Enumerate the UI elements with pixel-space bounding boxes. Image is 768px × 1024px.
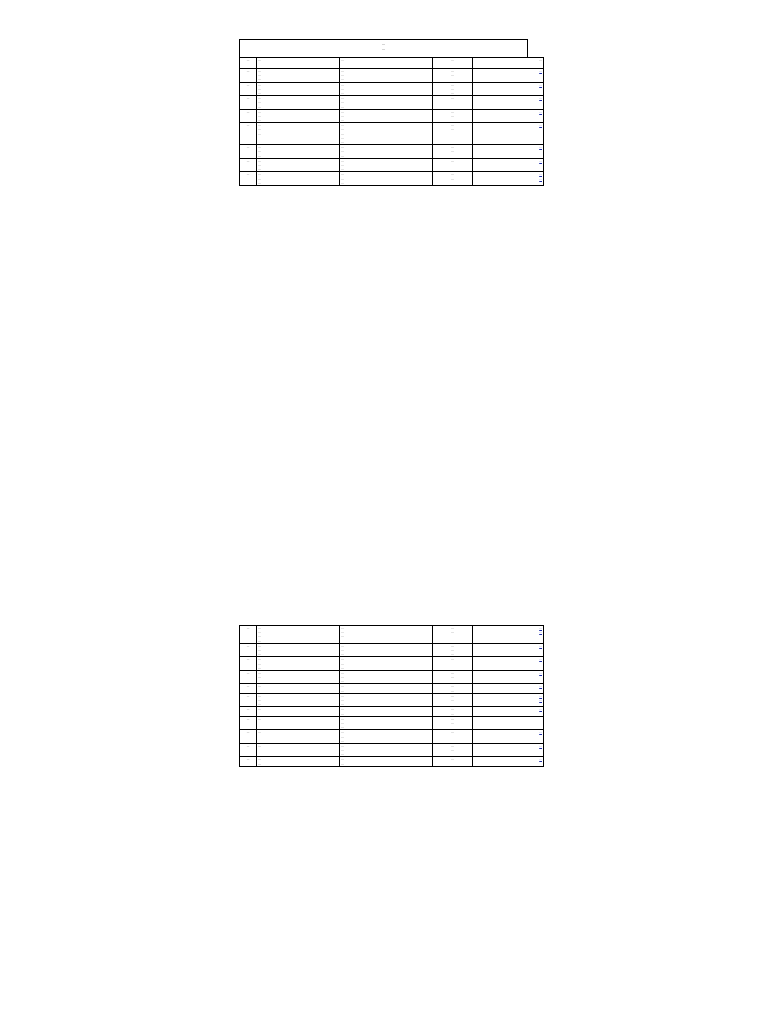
cell-name-line: … (258, 113, 261, 118)
cell-email (473, 69, 544, 83)
cell-address (340, 158, 433, 172)
cell-contact (433, 145, 473, 159)
cell-name-line: … (258, 149, 261, 154)
cell-contact-line: … (451, 149, 454, 154)
cell-email (473, 657, 544, 671)
cell-contact-line: … (451, 127, 454, 132)
cell-name-line: … (258, 757, 261, 762)
cell-name (257, 757, 340, 766)
cell-address-line: … (341, 167, 344, 172)
provider-table-part-2 (239, 625, 542, 767)
cell-address-line: … (341, 734, 344, 739)
cell-name-line: … (258, 707, 261, 712)
email-link[interactable]: … (539, 757, 542, 762)
cell-sr-no: … (240, 643, 257, 657)
cell-name-line: … (258, 652, 261, 657)
cell-address-line: … (341, 140, 344, 144)
table-row (240, 730, 544, 744)
cell-address-line: … (341, 82, 344, 87)
cell-contact-line: … (451, 172, 454, 177)
cell-name-line: … (258, 96, 261, 101)
email-link[interactable]: … (539, 698, 542, 702)
cell-name-line: … (258, 118, 261, 123)
cell-address (340, 643, 433, 657)
cell-address-line: … (341, 90, 344, 95)
cell-contact (433, 158, 473, 172)
cell-name-line: … (258, 127, 261, 132)
email-link[interactable]: … (539, 643, 542, 648)
cell-address-line: … (341, 725, 344, 730)
cell-contact-line: … (451, 630, 454, 635)
cell-contact-line: … (451, 73, 454, 78)
email-link[interactable]: … (539, 630, 542, 635)
cell-address (340, 123, 433, 145)
cell-name-line: … (258, 665, 261, 670)
cell-name-line: … (258, 123, 261, 128)
cell-address-line: … (341, 711, 344, 716)
cell-contact-line: … (451, 69, 454, 73)
cell-name-line: … (258, 104, 261, 109)
cell-address-line: … (341, 757, 344, 762)
cell-address (340, 707, 433, 716)
cell-sr-no: … (240, 109, 257, 123)
cell-address-line: … (341, 162, 344, 167)
cell-name-line: … (258, 167, 261, 172)
cell-name (257, 684, 340, 693)
cell-contact-line: … (451, 90, 454, 95)
cell-contact (433, 743, 473, 757)
cell-name (257, 657, 340, 671)
cell-email (473, 670, 544, 684)
cell-address-line: … (341, 661, 344, 666)
cell-address (340, 757, 433, 766)
cell-name (257, 96, 340, 110)
email-link[interactable]: … (539, 730, 542, 735)
email-link[interactable]: … (539, 145, 542, 150)
table-row (240, 657, 544, 671)
cell-email (473, 743, 544, 757)
cell-address-line: … (341, 96, 344, 101)
cell-name (257, 82, 340, 96)
cell-name-line: … (258, 100, 261, 105)
cell-sr-no: … (240, 657, 257, 671)
cell-sr-no: … (240, 757, 257, 766)
cell-contact-line: … (451, 647, 454, 652)
table-row (240, 707, 544, 716)
header-sr-no: … (240, 58, 257, 69)
cell-name-line: … (258, 716, 261, 721)
cell-address-line: … (341, 176, 344, 181)
cell-address-line: … (341, 698, 344, 702)
cell-email (473, 123, 544, 145)
cell-contact-line: … (451, 716, 454, 721)
cell-name (257, 172, 340, 186)
cell-contact (433, 82, 473, 96)
cell-name-line: … (258, 730, 261, 735)
cell-address (340, 730, 433, 744)
cell-contact-line: … (451, 743, 454, 748)
email-link[interactable]: … (539, 96, 542, 101)
cell-contact (433, 657, 473, 671)
cell-name-line: … (258, 69, 261, 73)
cell-sr-no: … (240, 670, 257, 684)
cell-address-line: … (341, 77, 344, 82)
cell-email (473, 716, 544, 730)
cell-name-line: … (258, 630, 261, 635)
cell-sr-no: … (240, 69, 257, 83)
cell-address (340, 626, 433, 644)
cell-contact-line: … (451, 675, 454, 680)
email-link[interactable]: … (539, 172, 542, 177)
cell-email (473, 626, 544, 644)
cell-name (257, 743, 340, 757)
cell-contact-line: … (451, 113, 454, 118)
header-address: … (340, 58, 433, 69)
cell-address (340, 69, 433, 83)
email-link[interactable]: … (539, 82, 542, 87)
cell-name-line: … (258, 743, 261, 748)
table-subtitle: … (381, 46, 386, 51)
table-row (240, 757, 544, 766)
cell-address-line: … (341, 127, 344, 132)
cell-email (473, 707, 544, 716)
cell-name-line: … (258, 675, 261, 680)
cell-contact-line: … (451, 730, 454, 735)
cell-name-line: … (258, 176, 261, 181)
cell-contact (433, 730, 473, 744)
cell-email (473, 643, 544, 657)
cell-address-line: … (341, 665, 344, 670)
table-row (240, 172, 544, 186)
cell-contact-line: … (451, 698, 454, 702)
cell-name-line: … (258, 145, 261, 150)
cell-name-line: … (258, 77, 261, 82)
cell-address-line: … (341, 104, 344, 109)
cell-contact-line: … (451, 145, 454, 150)
cell-address-line: … (341, 738, 344, 743)
cell-name (257, 670, 340, 684)
provider-table-continued (239, 625, 544, 767)
cell-address-line: … (341, 679, 344, 684)
cell-address-line: … (341, 113, 344, 118)
cell-name-line: … (258, 670, 261, 675)
cell-name-line: … (258, 158, 261, 163)
cell-sr-no: … (240, 743, 257, 757)
cell-sr-no: … (240, 626, 257, 644)
cell-contact (433, 684, 473, 693)
cell-address (340, 743, 433, 757)
cell-address-line: … (341, 684, 344, 689)
table-row (240, 158, 544, 172)
cell-contact-line: … (451, 652, 454, 657)
cell-address-line: … (341, 675, 344, 680)
cell-email (473, 82, 544, 96)
cell-name-line: … (258, 153, 261, 158)
table-row (240, 109, 544, 123)
cell-contact-line: … (451, 670, 454, 675)
table-row (240, 82, 544, 96)
email-link[interactable]: … (539, 707, 542, 712)
cell-contact (433, 643, 473, 657)
table-row (240, 123, 544, 145)
cell-address-line: … (341, 748, 344, 753)
cell-sr-no: … (240, 707, 257, 716)
cell-contact (433, 707, 473, 716)
cell-contact-line: … (451, 693, 454, 698)
cell-name-line: … (258, 643, 261, 648)
cell-address (340, 96, 433, 110)
cell-contact-line: … (451, 684, 454, 689)
cell-sr-no: … (240, 716, 257, 730)
cell-name-line: … (258, 109, 261, 114)
cell-address-line: … (341, 707, 344, 712)
email-link[interactable]: … (539, 626, 542, 630)
cell-address-line: … (341, 761, 344, 766)
cell-name-line: … (258, 162, 261, 167)
cell-sr-no: … (240, 693, 257, 707)
cell-contact-line: … (451, 109, 454, 114)
table-title: … (381, 42, 386, 46)
cell-address-line: … (341, 86, 344, 91)
cell-address (340, 693, 433, 707)
cell-name-line: … (258, 702, 261, 707)
cell-sr-no: … (240, 96, 257, 110)
cell-address-line: … (341, 657, 344, 662)
email-link[interactable]: … (539, 69, 542, 73)
cell-email (473, 109, 544, 123)
cell-name-line: … (258, 647, 261, 652)
cell-address-line: … (341, 100, 344, 105)
cell-address (340, 657, 433, 671)
cell-address-line: … (341, 634, 344, 639)
cell-sr-no: … (240, 158, 257, 172)
email-link[interactable] (474, 717, 542, 721)
cell-address-line: … (341, 720, 344, 725)
email-link[interactable]: … (539, 670, 542, 675)
cell-email (473, 172, 544, 186)
cell-address (340, 109, 433, 123)
table-row (240, 145, 544, 159)
cell-address-line: … (341, 693, 344, 698)
cell-address-line: … (341, 652, 344, 657)
cell-address-line: … (341, 118, 344, 123)
cell-name (257, 643, 340, 657)
cell-name-line: … (258, 698, 261, 702)
cell-name-line: … (258, 73, 261, 78)
cell-address-line: … (341, 643, 344, 648)
cell-name-line: … (258, 86, 261, 91)
cell-name-line: … (258, 661, 261, 666)
cell-contact-line: … (451, 86, 454, 91)
cell-name (257, 626, 340, 644)
cell-address-line: … (341, 752, 344, 757)
table-title-block (239, 39, 528, 57)
cell-address-line: … (341, 69, 344, 73)
cell-email (473, 757, 544, 766)
header-contact-number: … (433, 58, 473, 69)
email-link[interactable]: … (539, 743, 542, 748)
cell-name-line: … (258, 634, 261, 639)
cell-sr-no: … (240, 145, 257, 159)
cell-contact (433, 626, 473, 644)
cell-address (340, 172, 433, 186)
cell-contact-line: … (451, 657, 454, 662)
cell-name-line: … (258, 626, 261, 630)
cell-contact-line: … (451, 720, 454, 725)
cell-address-line: … (341, 73, 344, 78)
cell-name-line: … (258, 761, 261, 766)
cell-contact-line: … (451, 757, 454, 762)
table-row (240, 684, 544, 693)
email-link[interactable]: … (539, 684, 542, 689)
cell-email (473, 96, 544, 110)
cell-contact (433, 693, 473, 707)
email-link[interactable]: … (539, 657, 542, 662)
table-row (240, 643, 544, 657)
header-name: … (257, 58, 340, 69)
email-link[interactable]: … (539, 109, 542, 114)
table-body (240, 69, 544, 186)
cell-email (473, 145, 544, 159)
cell-contact (433, 172, 473, 186)
cell-name-line: … (258, 82, 261, 87)
cell-address-line: … (341, 688, 344, 693)
header-email-address: … (473, 58, 544, 69)
cell-contact-line: … (451, 96, 454, 101)
table-row (240, 670, 544, 684)
cell-contact (433, 757, 473, 766)
cell-address-line: … (341, 626, 344, 630)
cell-address-line: … (341, 149, 344, 154)
cell-name (257, 123, 340, 145)
cell-contact (433, 716, 473, 730)
cell-name-line: … (258, 90, 261, 95)
cell-contact (433, 670, 473, 684)
cell-address-line: … (341, 743, 344, 748)
cell-name (257, 145, 340, 159)
cell-name (257, 158, 340, 172)
cell-contact-line: … (451, 123, 454, 128)
cell-sr-no: … (240, 172, 257, 186)
cell-contact-line: … (451, 711, 454, 716)
table-body (240, 626, 544, 767)
email-link[interactable]: … (539, 176, 542, 181)
table-row (240, 96, 544, 110)
table-row (240, 626, 544, 644)
cell-address-line: … (341, 123, 344, 128)
cell-address (340, 716, 433, 730)
cell-address-line: … (341, 145, 344, 150)
cell-address-line: … (341, 109, 344, 114)
table-row (240, 743, 544, 757)
cell-contact-line: … (451, 626, 454, 630)
cell-address-line: … (341, 172, 344, 177)
cell-contact-line: … (451, 643, 454, 648)
cell-contact-line: … (451, 688, 454, 693)
cell-contact (433, 109, 473, 123)
cell-address-line: … (341, 153, 344, 158)
cell-address-line: … (341, 670, 344, 675)
cell-name (257, 707, 340, 716)
cell-contact-line: … (451, 707, 454, 712)
cell-address-line: … (341, 158, 344, 163)
cell-address (340, 670, 433, 684)
email-link[interactable]: … (539, 693, 542, 698)
cell-name-line: … (258, 684, 261, 689)
cell-name-line: … (258, 131, 261, 136)
cell-address-line: … (341, 630, 344, 635)
cell-address-line: … (341, 702, 344, 707)
cell-sr-no: … (240, 82, 257, 96)
cell-name-line: … (258, 638, 261, 643)
cell-name-line: … (258, 657, 261, 662)
cell-sr-no: … (240, 730, 257, 744)
cell-contact-line: … (451, 158, 454, 163)
provider-table-part-1 (239, 39, 542, 186)
cell-contact-line: … (451, 176, 454, 181)
cell-address (340, 82, 433, 96)
cell-name-line: … (258, 693, 261, 698)
cell-address-line: … (341, 135, 344, 140)
cell-name-line: … (258, 180, 261, 185)
cell-email (473, 693, 544, 707)
email-link[interactable]: … (539, 123, 542, 128)
table-row (240, 716, 544, 730)
cell-address (340, 145, 433, 159)
cell-name (257, 69, 340, 83)
cell-name (257, 109, 340, 123)
cell-contact (433, 69, 473, 83)
cell-contact (433, 123, 473, 145)
cell-contact-line: … (451, 748, 454, 753)
cell-address-line: … (341, 131, 344, 136)
cell-name (257, 716, 340, 730)
cell-name-line: … (258, 172, 261, 177)
cell-address-line: … (341, 730, 344, 735)
cell-sr-no: … (240, 684, 257, 693)
cell-address-line: … (341, 180, 344, 185)
cell-email (473, 684, 544, 693)
cell-name (257, 730, 340, 744)
cell-sr-no: … (240, 123, 257, 145)
cell-contact-line: … (451, 82, 454, 87)
email-link[interactable]: … (539, 158, 542, 163)
table-row (240, 693, 544, 707)
cell-name (257, 693, 340, 707)
cell-email (473, 730, 544, 744)
cell-email (473, 158, 544, 172)
cell-address-line: … (341, 647, 344, 652)
cell-address (340, 684, 433, 693)
cell-contact (433, 96, 473, 110)
cell-address-line: … (341, 716, 344, 721)
table-row (240, 69, 544, 83)
provider-table (239, 57, 544, 186)
